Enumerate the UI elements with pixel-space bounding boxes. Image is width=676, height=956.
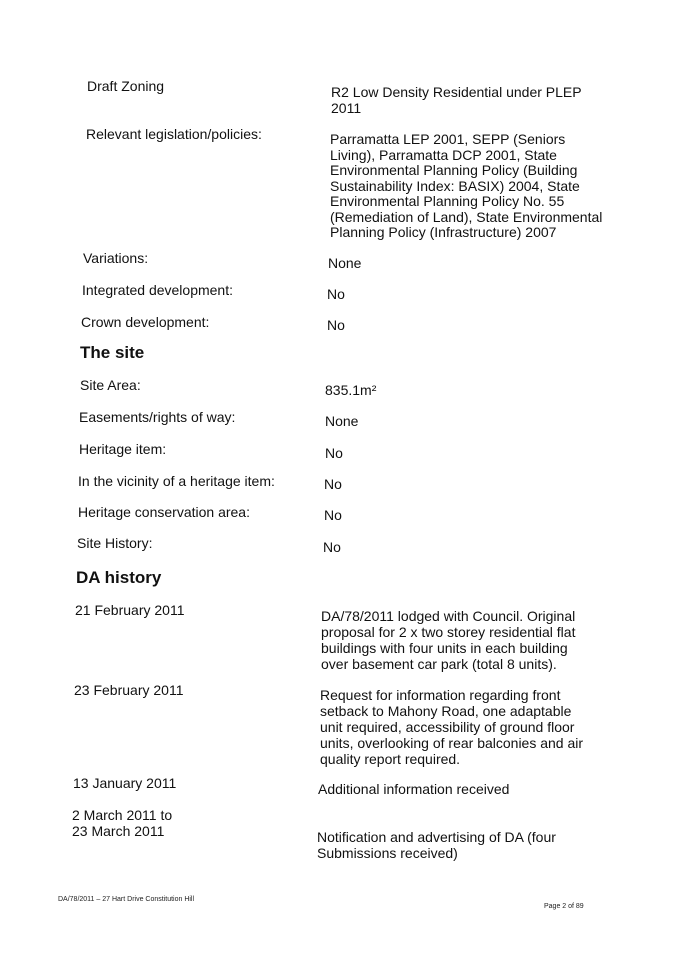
label-site-area: Site Area: [80,377,141,393]
history-date-3: 13 January 2011 [73,775,177,791]
value-integrated-development: No [327,286,345,302]
history-date-4: 2 March 2011 to 23 March 2011 [72,807,173,839]
value-heritage-conservation: No [324,507,342,523]
label-easements: Easements/rights of way: [79,409,236,425]
label-variations: Variations: [83,250,149,266]
history-date-1: 21 February 2011 [75,602,185,618]
label-crown-development: Crown development: [81,314,210,330]
value-easements: None [325,413,359,429]
value-crown-development: No [327,317,345,333]
history-text-4: Notification and advertising of DA (four Submissions received) [317,829,556,861]
label-integrated-development: Integrated development: [82,282,233,298]
history-text-1: DA/78/2011 lodged with Council. Original proposal for 2 x two storey residential flat buildings with four units in each building over basement car park (total 8 units). [321,608,576,672]
label-site-history: Site History: [77,535,153,551]
value-variations: None [328,255,362,271]
label-heritage-item: Heritage item: [79,441,167,457]
history-date-2: 23 February 2011 [74,682,184,698]
heading-da-history: DA history [76,568,162,587]
value-legislation: Parramatta LEP 2001, SEPP (Seniors Living), Parramatta DCP 2001, State Environmental Planning Policy (Building Sustainability Index: BASIX) 2004, State Environmental Planning Policy No. 55 (Remediation of Land), State Environmental Planning Policy (Infrastructure) 2007 [330,131,603,240]
footer-page-number: Page 2 of 89 [544,903,584,910]
value-site-history: No [323,539,341,555]
value-heritage-vicinity: No [324,476,342,492]
label-heritage-conservation: Heritage conservation area: [78,504,250,520]
heading-the-site: The site [80,343,145,362]
label-heritage-vicinity: In the vicinity of a heritage item: [78,473,275,489]
value-heritage-item: No [325,445,343,461]
label-legislation: Relevant legislation/policies: [86,126,262,142]
history-text-3: Additional information received [318,781,510,797]
value-site-area: 835.1m² [325,382,377,398]
history-text-2: Request for information regarding front setback to Mahony Road, one adaptable unit required, accessibility of ground floor units, overlooking of rear balconies and air quality report required. [320,687,584,767]
value-draft-zoning: R2 Low Density Residential under PLEP 2011 [331,84,582,116]
footer-reference: DA/78/2011 – 27 Hart Drive Constitution Hill [58,896,195,903]
label-draft-zoning: Draft Zoning [87,78,165,94]
